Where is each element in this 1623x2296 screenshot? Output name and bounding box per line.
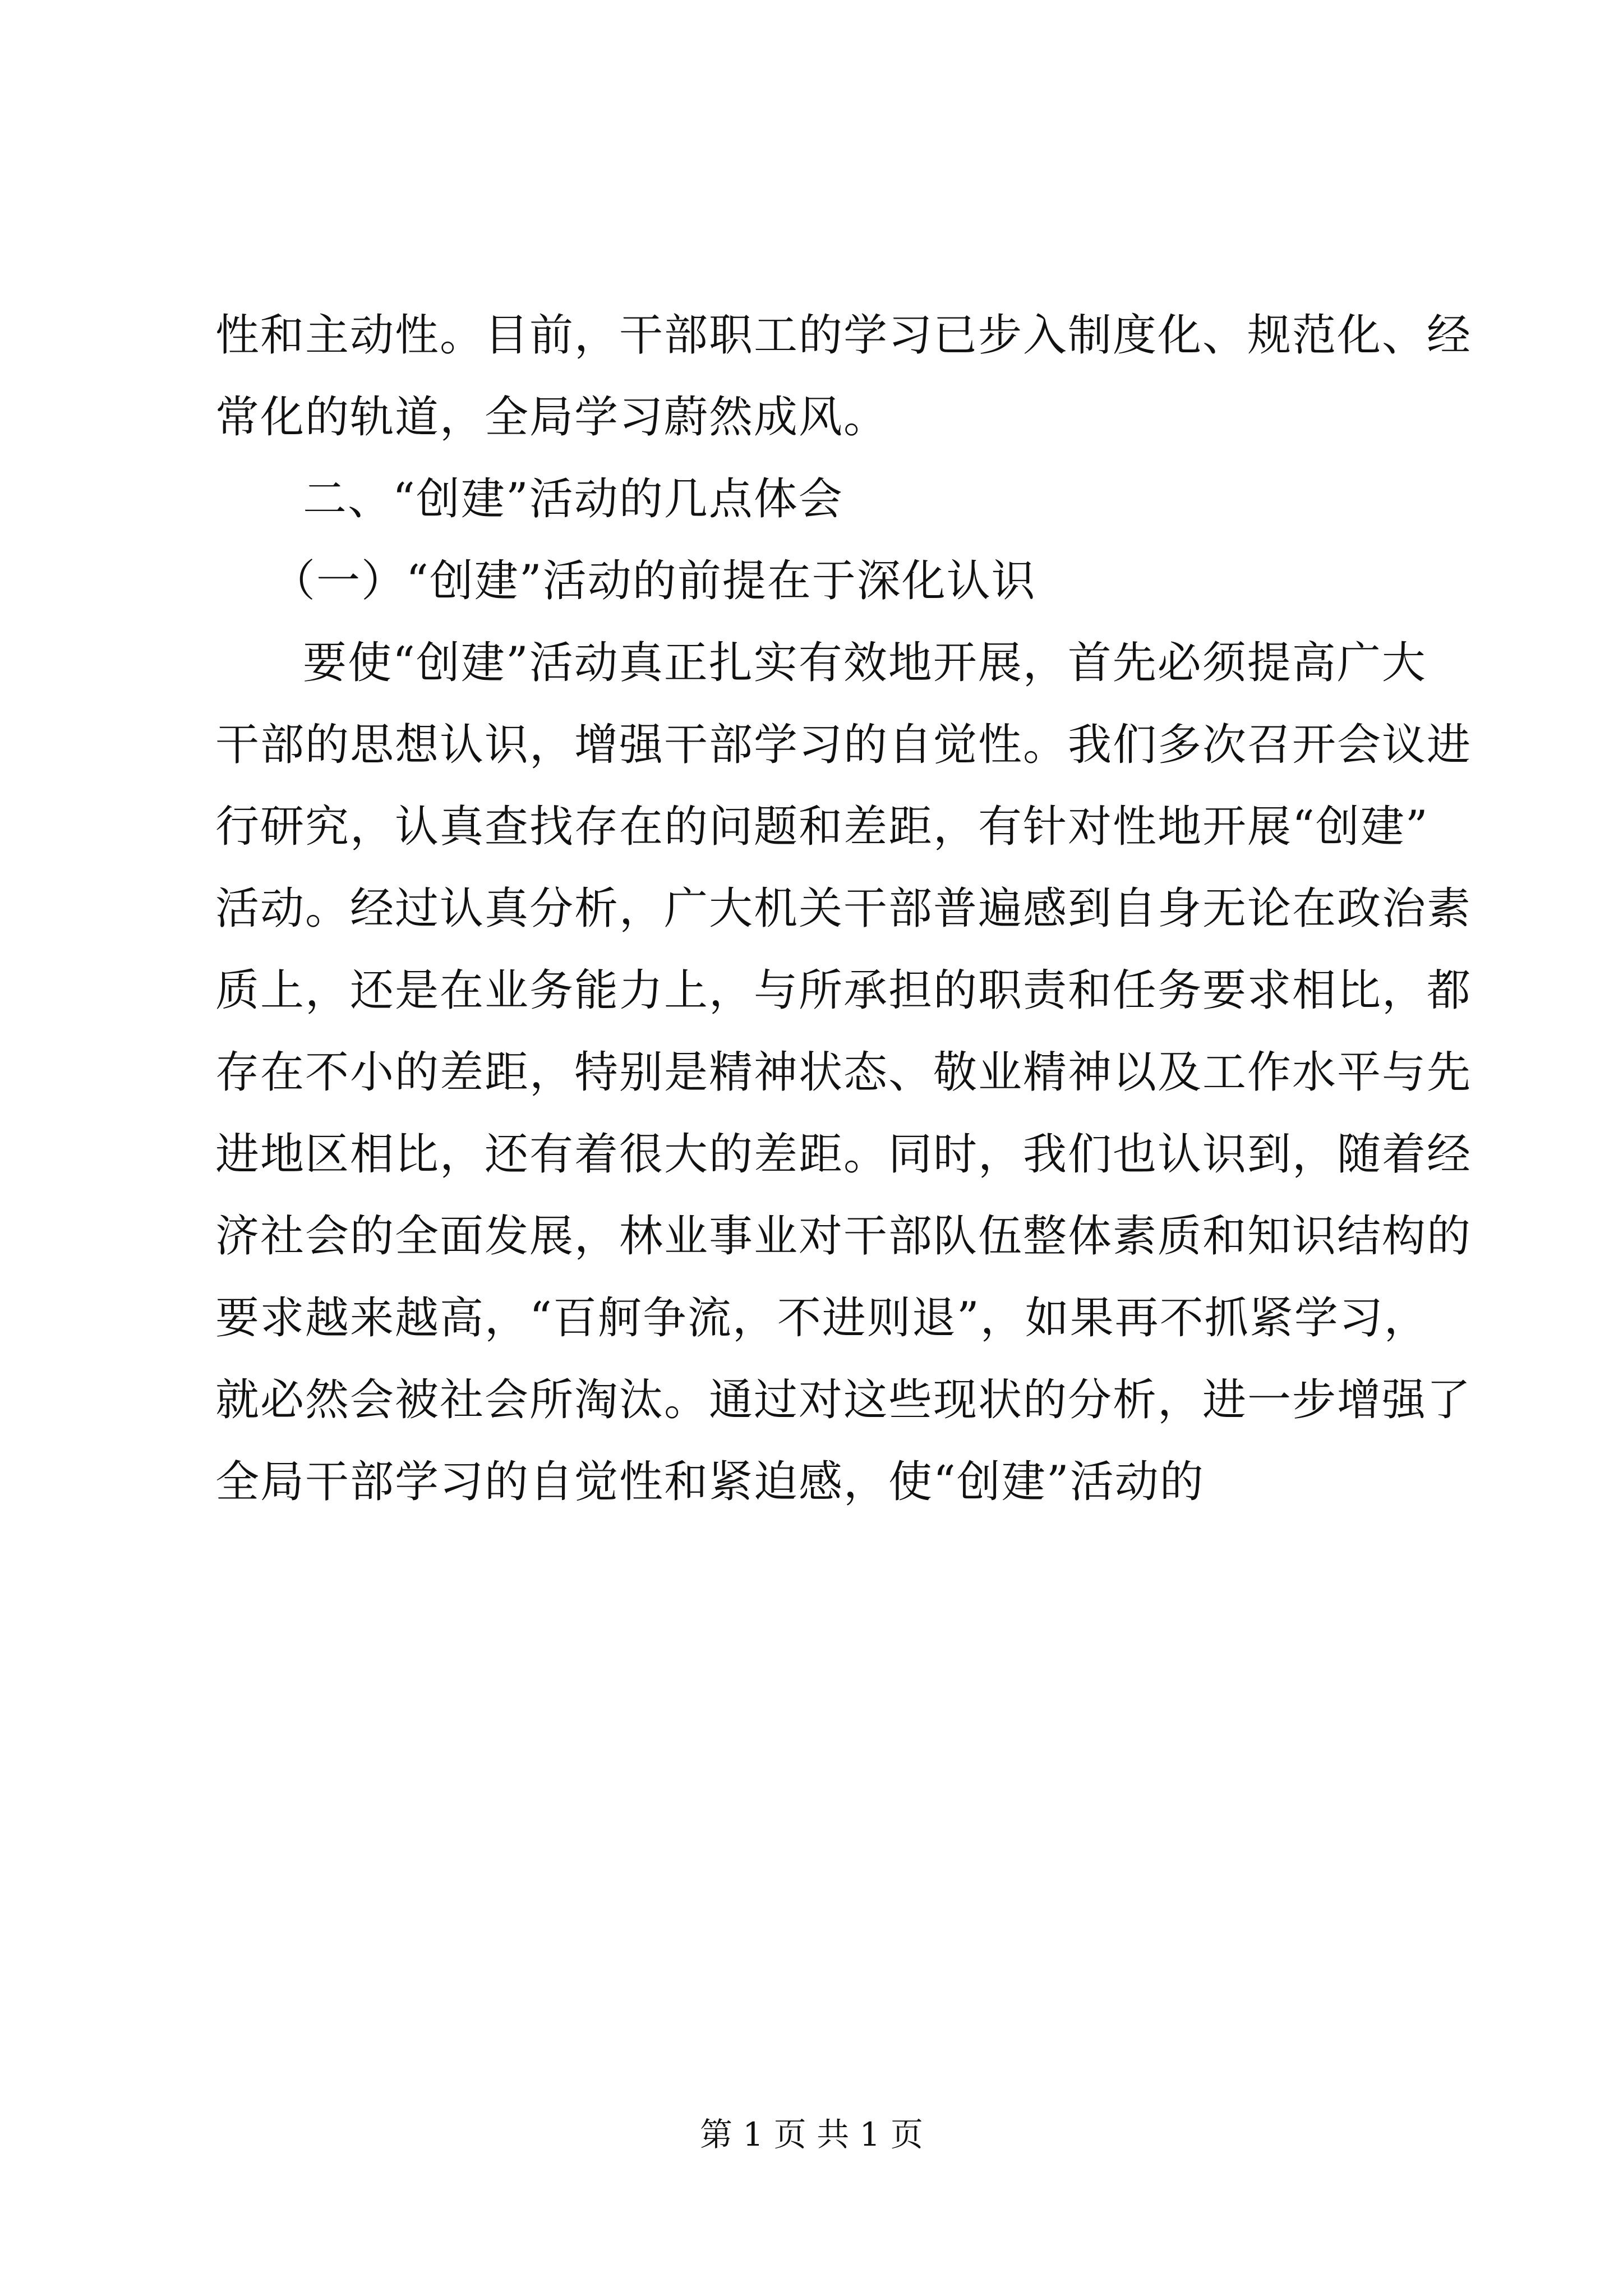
body-text: [215, 295, 1472, 1523]
page-footer: [0, 2112, 1623, 2157]
text-line: 常化的轨道，全局学习蔚然成风。: [215, 392, 889, 443]
page-number-label: 第 1 页 共 1 页: [700, 2115, 923, 2154]
text-line: 性和主动性。目前，干部职工的学习已步入制度化、规范化、经: [215, 310, 1472, 361]
section-heading: 二、“创建”活动的几点体会: [303, 474, 843, 524]
text-line: 质上，还是在业务能力上，与所承担的职责和任务要求相比，都: [215, 965, 1472, 1016]
text-line: 进地区相比，还有着很大的差距。同时，我们也认识到，随着经: [215, 1129, 1472, 1180]
text-line: 活动。经过认真分析，广大机关干部普遍感到自身无论在政治素: [215, 884, 1472, 934]
text-line: 全局干部学习的自觉性和紧迫感，使“创建”活动的: [215, 1457, 1205, 1507]
text-line: 干部的思想认识，增强干部学习的自觉性。我们多次召开会议进: [215, 720, 1472, 770]
text-line: 要求越来越高，“百舸争流，不进则退”，如果再不抓紧学习，: [215, 1293, 1429, 1343]
text-line: 就必然会被社会所淘汰。通过对这些现状的分析，进一步增强了: [215, 1375, 1472, 1425]
text-line: 济社会的全面发展，林业事业对干部队伍整体素质和知识结构的: [215, 1211, 1472, 1262]
text-line: 存在不小的差距，特别是精神状态、敬业精神以及工作水平与先: [215, 1047, 1472, 1098]
text-line: 要使“创建”活动真正扎实有效地开展，首先必须提高广大: [303, 638, 1427, 688]
subsection-heading: （一）“创建”活动的前提在于深化认识: [271, 556, 1036, 606]
text-line: 行研究，认真查找存在的问题和差距，有针对性地开展“创建”: [215, 802, 1429, 852]
